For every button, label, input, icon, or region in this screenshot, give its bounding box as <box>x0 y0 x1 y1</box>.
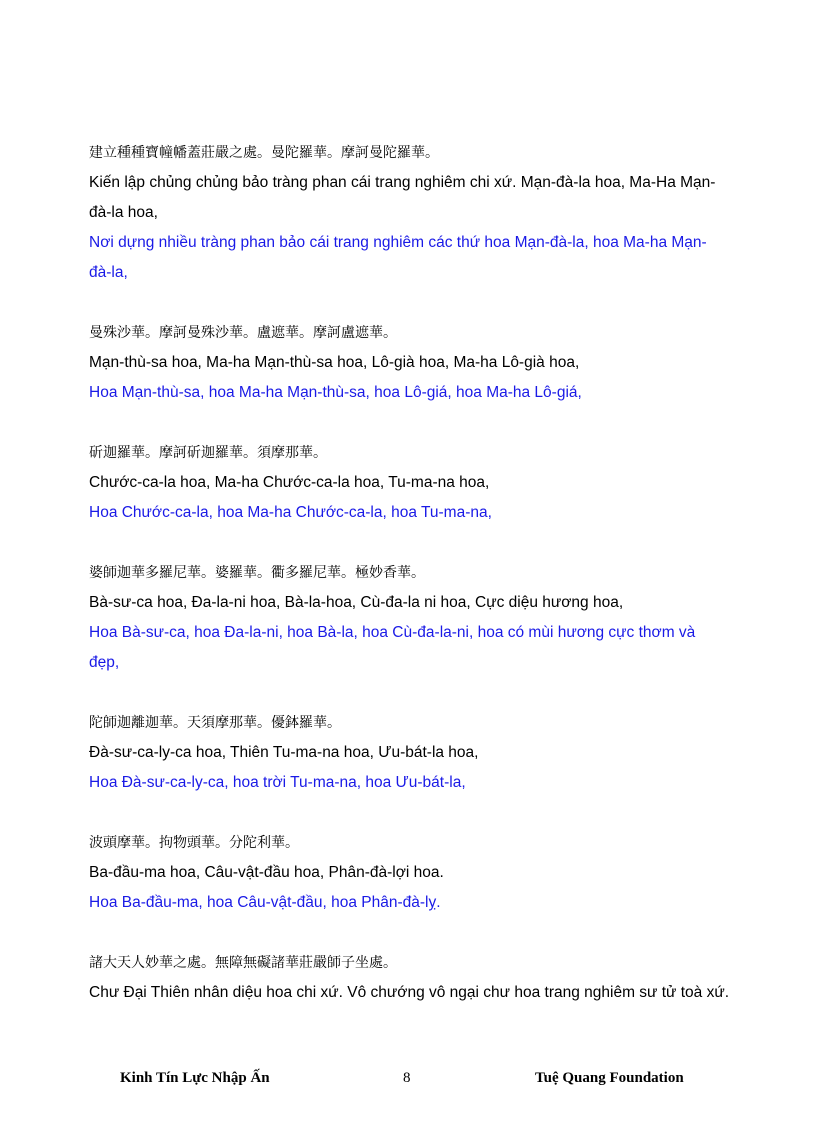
translation-line: Hoa Ba-đầu-ma, hoa Câu-vật-đầu, hoa Phân-đà-lỵ. <box>89 894 441 911</box>
chinese-line: 婆師迦華多羅尼華。婆羅華。衢多羅尼華。極妙香華。 <box>89 565 425 581</box>
vietnamese-line: Đà-sư-ca-ly-ca hoa, Thiên Tu-ma-na hoa, Ưu-bát-la hoa, <box>89 744 479 761</box>
vietnamese-line: Bà-sư-ca hoa, Đa-la-ni hoa, Bà-la-hoa, Cù-đa-la ni hoa, Cực diệu hương hoa, <box>89 594 624 611</box>
translation-line: Hoa Bà-sư-ca, hoa Đa-la-ni, hoa Bà-la, hoa Cù-đa-la-ni, hoa có mùi hương cực thơm và đẹp, <box>89 624 696 671</box>
footer-organization: Tuệ Quang Foundation <box>535 1070 684 1086</box>
chinese-line: 陀師迦離迦華。天須摩那華。優鉢羅華。 <box>89 715 341 731</box>
verse-section-2 <box>89 318 729 408</box>
chinese-line: 曼殊沙華。摩訶曼殊沙華。盧遮華。摩訶盧遮華。 <box>89 325 397 341</box>
footer-book-title: Kinh Tín Lực Nhập Ấn <box>120 1070 270 1086</box>
translation-line: Hoa Đà-sư-ca-ly-ca, hoa trời Tu-ma-na, hoa Ưu-bát-la, <box>89 774 466 791</box>
verse-section-4 <box>89 558 729 678</box>
chinese-line: 諸大天人妙華之處。無障無礙諸華莊嚴師子坐處。 <box>89 955 397 971</box>
chinese-line: 斫迦羅華。摩訶斫迦羅華。須摩那華。 <box>89 445 327 461</box>
verse-section-1 <box>89 138 729 288</box>
chinese-line: 波頭摩華。拘物頭華。分陀利華。 <box>89 835 299 851</box>
translation-line: Nơi dựng nhiều tràng phan bảo cái trang nghiêm các thứ hoa Mạn-đà-la, hoa Ma-ha Mạn-đà-la, <box>89 234 707 281</box>
verse-section-3 <box>89 438 729 528</box>
vietnamese-line: Ba-đầu-ma hoa, Câu-vật-đầu hoa, Phân-đà-lợi hoa. <box>89 864 444 881</box>
footer-page-number: 8 <box>403 1070 411 1086</box>
verse-section-5 <box>89 708 729 798</box>
document-body <box>89 138 729 1038</box>
page-footer <box>0 1070 816 1094</box>
vietnamese-line: Mạn-thù-sa hoa, Ma-ha Mạn-thù-sa hoa, Lô-già hoa, Ma-ha Lô-già hoa, <box>89 354 580 371</box>
verse-section-7 <box>89 948 729 1008</box>
vietnamese-line: Chước-ca-la hoa, Ma-ha Chước-ca-la hoa, Tu-ma-na hoa, <box>89 474 490 491</box>
verse-section-6 <box>89 828 729 918</box>
vietnamese-line: Chư Đại Thiên nhân diệu hoa chi xứ. Vô chướng vô ngại chư hoa trang nghiêm sư tử toà xứ. <box>89 984 730 1001</box>
translation-line: Hoa Mạn-thù-sa, hoa Ma-ha Mạn-thù-sa, hoa Lô-giá, hoa Ma-ha Lô-giá, <box>89 384 582 401</box>
vietnamese-line: Kiến lập chủng chủng bảo tràng phan cái trang nghiêm chi xứ. Mạn-đà-la hoa, Ma-Ha Mạn-đà-la hoa, <box>89 174 716 221</box>
translation-line: Hoa Chước-ca-la, hoa Ma-ha Chước-ca-la, hoa Tu-ma-na, <box>89 504 492 521</box>
chinese-line: 建立種種寶幢幡蓋莊嚴之處。曼陀羅華。摩訶曼陀羅華。 <box>89 145 439 161</box>
